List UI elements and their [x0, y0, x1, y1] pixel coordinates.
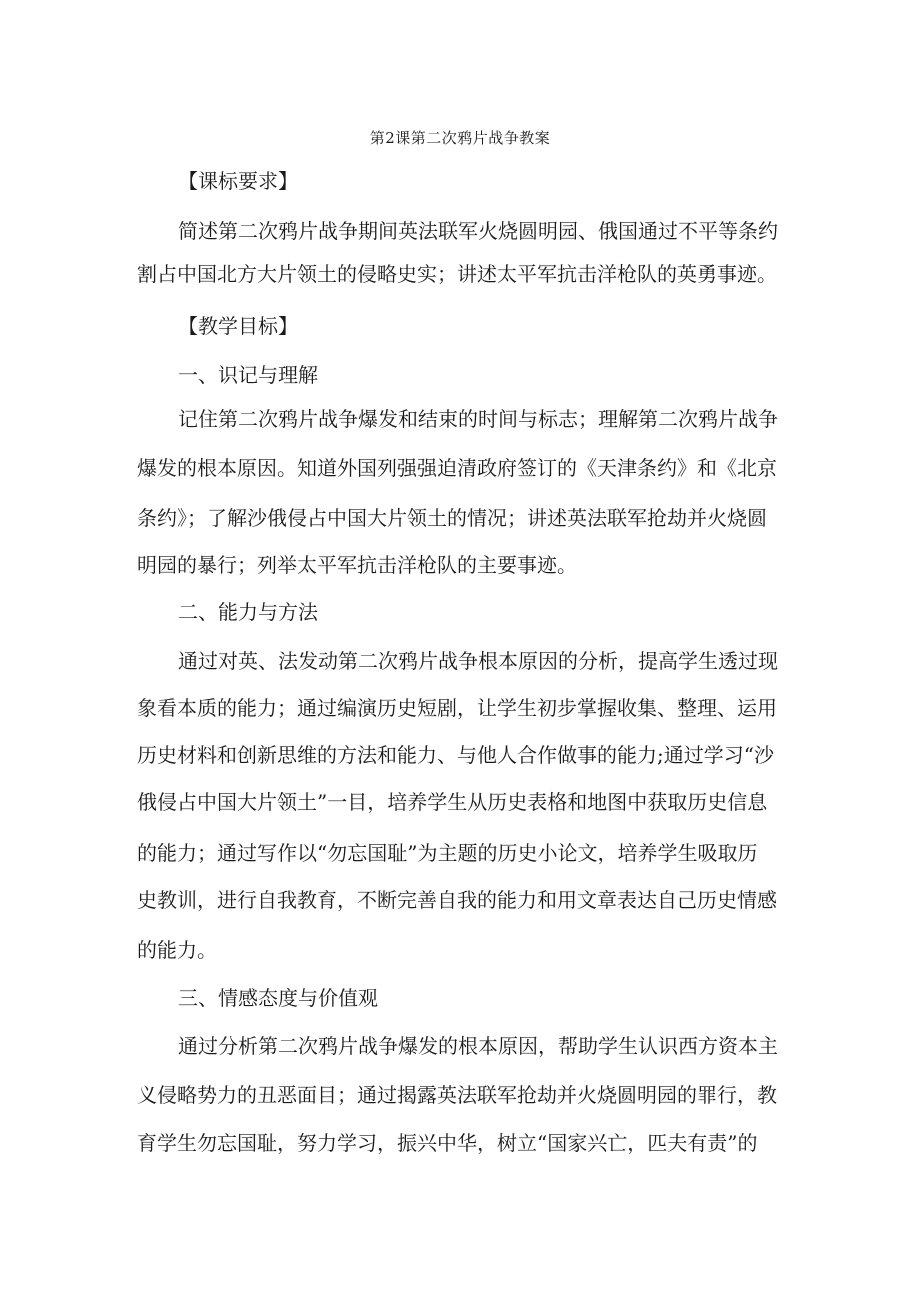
paragraph-line: 通过分析第二次鸦片战争爆发的根本原因，帮助学生认识西方资本主	[178, 1034, 778, 1058]
paragraph-line: 通过对英、法发动第二次鸦片战争根本原因的分析，提高学生透过现	[178, 649, 778, 673]
document-title: 第2课第二次鸦片战争教案	[369, 129, 551, 147]
paragraph-line: 爆发的根本原因。知道外国列强强迫清政府签订的《天津条约》和《北京	[137, 456, 777, 480]
paragraph-line: 的能力。	[137, 938, 217, 962]
paragraph-line: 象看本质的能力；通过编演历史短剧，让学生初步掌握收集、整理、运用	[137, 696, 777, 720]
paragraph-line: 明园的暴行；列举太平军抗击洋枪队的主要事迹。	[137, 553, 577, 577]
paragraph-line: 【教学目标】	[178, 314, 298, 338]
paragraph-line: 简述第二次鸦片战争期间英法联军火烧圆明园、俄国通过不平等条约	[178, 219, 778, 243]
paragraph-line: 三、情感态度与价值观	[178, 986, 378, 1010]
paragraph-line: 史教训，进行自我教育，不断完善自我的能力和用文章表达自己历史情感	[137, 888, 777, 912]
paragraph-line: 俄侵占中国大片领土”一目，培养学生从历史表格和地图中获取历史信息	[137, 790, 768, 814]
paragraph-line: 育学生勿忘国耻，努力学习，振兴中华，树立“国家兴亡，匹夫有责”的	[137, 1131, 758, 1155]
paragraph-line: 【课标要求】	[178, 169, 298, 193]
paragraph-line: 一、识记与理解	[178, 363, 318, 387]
paragraph-line: 的能力；通过写作以“勿忘国耻”为主题的历史小论文，培养学生吸取历	[137, 841, 758, 865]
paragraph-line: 历史材料和创新思维的方法和能力、与他人合作做事的能力;通过学习“沙	[137, 743, 774, 767]
paragraph-line: 义侵略势力的丑恶面目；通过揭露英法联军抢劫并火烧圆明园的罪行，教	[137, 1083, 777, 1107]
paragraph-line: 二、能力与方法	[178, 600, 318, 624]
paragraph-line: 条约》；了解沙俄侵占中国大片领土的情况；讲述英法联军抢劫并火烧圆	[137, 506, 767, 530]
paragraph-line: 记住第二次鸦片战争爆发和结束的时间与标志；理解第二次鸦片战争	[178, 407, 778, 431]
paragraph-line: 割占中国北方大片领土的侵略史实；讲述太平军抗击洋枪队的英勇事迹。	[137, 262, 777, 286]
